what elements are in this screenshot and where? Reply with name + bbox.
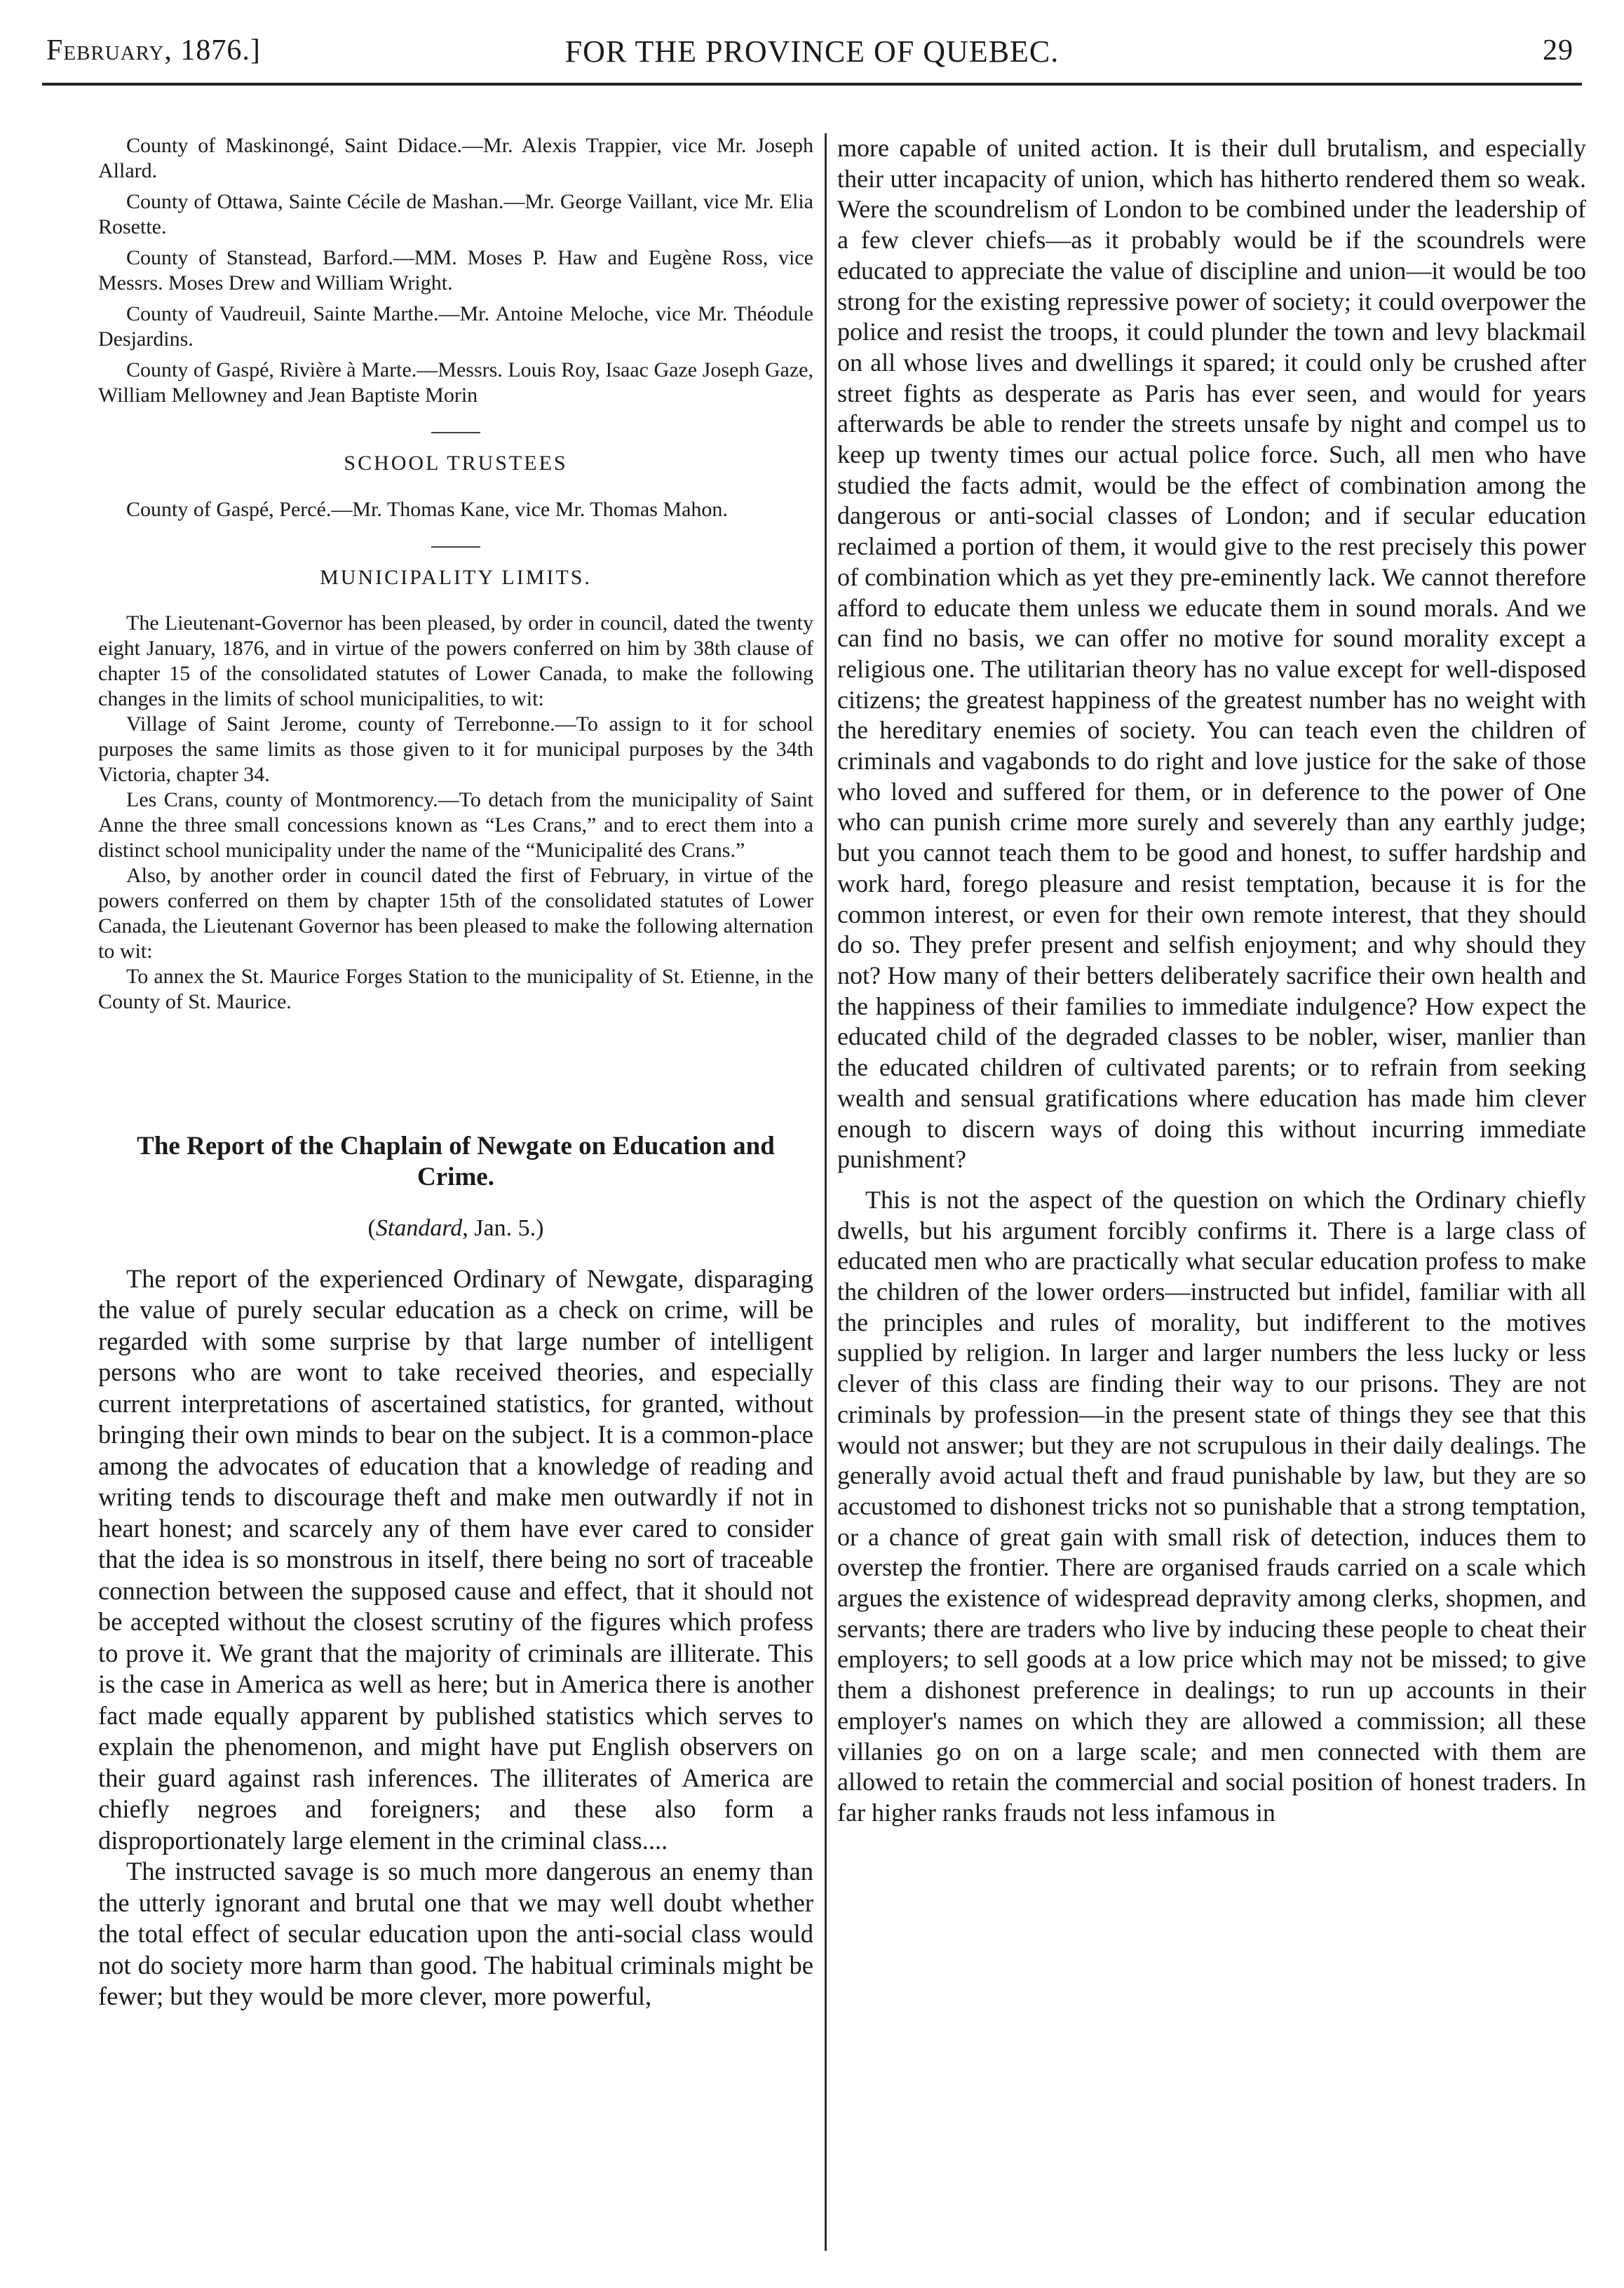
right-column <box>837 133 1586 1829</box>
page-number: 29 <box>1543 34 1574 67</box>
issue-date: February, 1876.] <box>46 34 261 67</box>
left-column <box>98 133 813 2012</box>
running-header <box>42 20 1582 76</box>
municipality-limits-body <box>98 611 813 1015</box>
running-title: FOR THE PROVINCE OF QUEBEC. <box>564 34 1060 69</box>
municipality-paragraph: To annex the St. Maurice Forges Station to the municipality of St. Etienne, in the County of St. Maurice. <box>98 965 813 1013</box>
appointment-entry: County of Gaspé, Rivière à Marte.—Messrs. Louis Roy, Isaac Gaze Joseph Gaze, William Mellowney and Jean Baptiste Morin <box>98 358 813 407</box>
municipality-paragraph: Les Crans, county of Montmorency.—To detach from the municipality of Saint Anne the three small concessions known as “Les Crans,” and to erect them into a distinct school municipality under the name of the “Municipalité des Crans.” <box>98 788 813 862</box>
municipality-paragraph: The Lieutenant-Governor has been pleased, by order in council, dated the twenty eight January, 1876, and in virtue of the powers conferred on him by 38th clause of chapter 15 of the consolidated statutes of Lower Canada, to make the following changes in the limits of school municipalities, to wit: <box>98 611 813 710</box>
article-paragraph: more capable of united action. It is their dull brutalism, and especially their utter incapacity of union, which has hitherto rendered them so weak. Were the scoundrelism of London to be combined under the leadership of a few clever chiefs—as it probably would be if the scoundrels were educated to appreciate the value of discipline and union—it would be too strong for the existing repressive power of society; it could overpower the police and resist the troops, it could plunder the town and levy blackmail on all whose lives and dwellings it spared; it could only be crushed after street fights as desperate as Paris has ever seen, and would for years afterwards be able to render the streets unsafe by night and compel us to keep up twenty times our actual police force. Such, all men who have studied the facts admit, would be the effect of combination among the dangerous or anti-social classes of London; and if secular education reclaimed a portion of them, it would give to the rest precisely this power of combination which as yet they pre-eminently lack. We cannot therefore afford to educate them unless we educate them in sound morals. And we can find no basis, we can offer no motive for sound morality except a religious one. The utilitarian theory has no value except for well-disposed citizens; the greatest happiness of the greatest number has no weight with the hereditary enemies of society. You can teach even the children of criminals and vagabonds to do right and love justice for the sake of those who loved and suffered for them, or in deference to the power of One who can punish crime more surely and severely than any earthly judge; but you cannot teach them to be good and honest, to suffer hardship and work hard, forego pleasure and resist temptation, because it is for the common interest, or even for their own remote interest, that they should do so. They prefer present and selfish enjoyment; and why should they not? How many of their betters deliberately sacrifice their own health and the happiness of their families to immediate indulgence? How expect the educated child of the degraded classes to be nobler, wiser, manlier than the educated children of cultivated parents; or to refrain from seeking wealth and sensual gratifications where education has made him clever enough to discern ways of doing this without incurring immediate punishment? <box>837 134 1586 1174</box>
article-title: The Report of the Chaplain of Newgate on Education and Crime. <box>137 1132 775 1191</box>
appointment-entry: County of Stanstead, Barford.—MM. Moses P. Haw and Eugène Ross, vice Messrs. Moses Drew and William Wright. <box>98 246 813 295</box>
municipality-paragraph: Village of Saint Jerome, county of Terrebonne.—To assign to it for school purposes the same limits as those given to it for municipal purposes by the 34th Victoria, chapter 34. <box>98 712 813 786</box>
school-trustees-entry: County of Gaspé, Percé.—Mr. Thomas Kane, vice Mr. Thomas Mahon. <box>126 497 728 521</box>
article-body-left <box>98 1264 813 2012</box>
column-divider <box>825 133 827 2251</box>
article-source <box>98 1214 813 1244</box>
appointment-entry: County of Vaudreuil, Sainte Marthe.—Mr. Antoine Meloche, vice Mr. Théodule Desjardins. <box>98 302 813 351</box>
appointment-entry: County of Maskinongé, Saint Didace.—Mr. Alexis Trappier, vice Mr. Joseph Allard. <box>98 134 813 182</box>
section-rule <box>431 432 480 433</box>
appointments-list <box>98 133 813 408</box>
source-date: , Jan. 5.) <box>462 1215 544 1241</box>
section-rule <box>431 546 480 548</box>
source-newspaper: Standard <box>375 1215 463 1241</box>
article-paragraph: This is not the aspect of the question on which the Ordinary chiefly dwells, but his argument forcibly confirms it. There is a large class of educated men who are practically what secular education profess to make the children of the lower orders—instructed but infidel, familiar with all the principles and rules of morality, but indifferent to the motives supplied by religion. In larger and larger numbers the less lucky or less clever of this class are finding their way to our prisons. They are not criminals by profession—in the present state of things they see that this would not answer; but they are not scrupulous in their daily dealings. The generally avoid actual theft and fraud punishable by law, but they are so accustomed to dishonest tricks not so punishable that a strong temptation, or a chance of great gain with small risk of detection, induces them to overstep the frontier. There are organised frauds carried on a scale which argues the existence of widespread depravity among clerks, shopmen, and servants; there are traders who live by inducing these people to cheat their employers; to sell goods at a low price which may not be missed; to give them a dishonest preference in dealings; to run up accounts in their employer's names on which they are allowed a commission; all these villanies go on on a large scale; and men connected with them are allowed to retain the commercial and social position of honest traders. In far higher ranks frauds not less infamous in <box>837 1185 1586 1827</box>
appointment-entry: County of Ottawa, Sainte Cécile de Mashan.—Mr. George Vaillant, vice Mr. Elia Rosette. <box>98 190 813 238</box>
article-paragraph: The report of the experienced Ordinary of Newgate, disparaging the value of purely secular education as a check on crime, will be regarded with some surprise by that large number of intelligent persons who are wont to take received theories, and especially current interpretations of ascertained statistics, for granted, without bringing their own minds to bear on the subject. It is a common-place among the advocates of education that a knowledge of reading and writing tends to discourage theft and make men outwardly if not in heart honest; and scarcely any of them have ever cared to consider that the idea is so monstrous in itself, there being no sort of traceable connection between the supposed cause and effect, that it should not be accepted without the closest scrutiny of the figures which profess to prove it. We grant that the majority of criminals are illiterate. This is the case in America as well as here; but in America there is another fact made equally apparent by published statistics which serves to explain the phenomenon, and might have put English observers on their guard against rash inferences. The illiterates of America are chiefly negroes and foreigners; and these also form a disproportionately large element in the criminal class.... <box>98 1264 813 1855</box>
school-trustees-heading: SCHOOL TRUSTEES <box>344 452 568 475</box>
article-paragraph: The instructed savage is so much more dangerous an enemy than the utterly ignorant and brutal one that we may well doubt whether the total effect of secular education upon the anti-social class would not do society more harm than good. The habitual criminals might be fewer; but they would be more clever, more powerful, <box>98 1857 813 2010</box>
header-rule <box>42 83 1582 86</box>
municipality-limits-heading: MUNICIPALITY LIMITS. <box>320 565 592 589</box>
municipality-paragraph: Also, by another order in council dated the first of February, in virtue of the powers conferred on them by chapter 15th of the consolidated statutes of Lower Canada, the Lieutenant Governor has been pleased to make the following alternation to wit: <box>98 864 813 963</box>
source-open: ( <box>367 1215 376 1241</box>
